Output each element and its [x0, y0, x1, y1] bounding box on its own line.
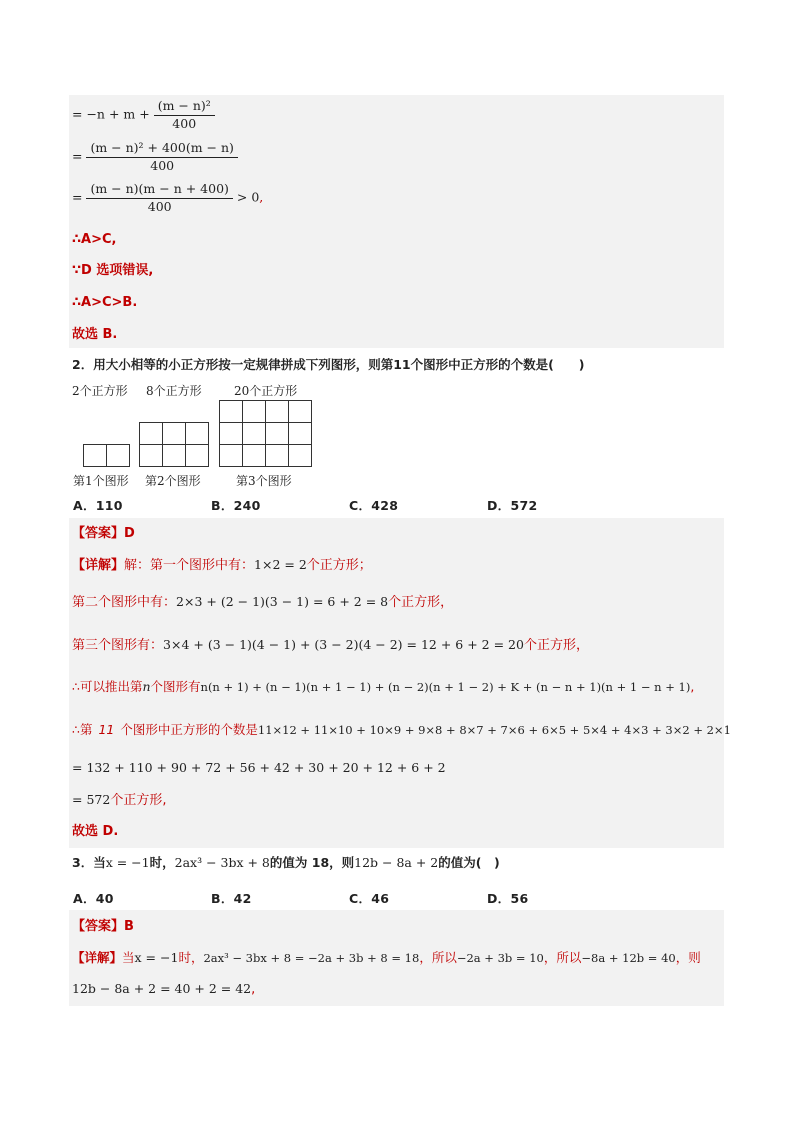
q3-option-d: D．56	[487, 891, 529, 906]
figure-1-caption: 第1个图形	[73, 474, 129, 488]
q2-final-choice: 故选 D.	[72, 824, 119, 839]
text: ，则	[675, 950, 701, 965]
math: 11×12 + 11×10 + 10×9 + 9×8 + 8×7 + 7×6 + 6×5 + 5×4 + 4×3 + 3×2 + 2×1	[257, 723, 731, 737]
q2-detail-line-7	[72, 794, 166, 807]
math: 12b − 8a + 2	[354, 855, 439, 870]
figure-3-grid	[219, 400, 312, 467]
q2-detail-line-2	[72, 596, 453, 609]
q2-detail-line-4	[72, 681, 694, 694]
q2-detail-line-1	[72, 559, 372, 572]
math: 2ax³ − 3bx + 8 = −2a + 3b + 8 = 18	[203, 951, 420, 965]
equation-prefix: =	[72, 189, 83, 205]
text: 时，	[149, 855, 175, 870]
equation-prefix: = −n + m +	[72, 106, 150, 122]
text: ∴可以推出第	[72, 679, 143, 694]
figure-1-count-label: 2个正方形	[72, 384, 128, 398]
text: 个正方形，	[388, 595, 454, 610]
text: 解：第一个图形中有：	[124, 558, 255, 573]
numerator: (m − n)(m − n + 400)	[86, 183, 232, 199]
equation-line-2	[72, 142, 238, 172]
text: 3．当	[72, 855, 106, 870]
text: 个图形中正方形的个数是	[120, 722, 258, 737]
conclusion-a-gt-c: ∴A>C,	[72, 232, 117, 247]
fraction	[154, 100, 215, 130]
math-var: n	[142, 679, 151, 694]
figure-3-count-label: 20个正方形	[234, 384, 298, 398]
math: 3×4 + (3 − 1)(4 − 1) + (3 − 2)(4 − 2) = 12 + 6 + 2 = 20	[163, 637, 524, 652]
conclusion-order: ∴A>C>B.	[72, 295, 138, 310]
q3-answer: 【答案】B	[72, 919, 134, 934]
q2-option-d: D．572	[487, 498, 538, 513]
text: ,	[251, 982, 256, 997]
figure-2-count-label: 8个正方形	[146, 384, 202, 398]
denominator: 400	[172, 115, 197, 131]
text: ，所以	[543, 950, 582, 965]
solution-block-top	[69, 95, 724, 348]
figure-3-caption: 第3个图形	[236, 474, 292, 488]
denominator: 400	[150, 157, 175, 173]
question-2-title: 2．用大小相等的小正方形按一定规律拼成下列图形，则第11个图形中正方形的个数是( )	[72, 357, 585, 372]
q2-option-a: A．110	[73, 498, 123, 513]
text: 个正方形；	[306, 558, 372, 573]
math: 12b − 8a + 2 = 40 + 2 = 42	[72, 981, 252, 996]
text: 第三个图形有：	[72, 638, 164, 653]
math: −8a + 12b = 40	[581, 951, 676, 965]
q3-option-c: C．46	[349, 891, 390, 906]
q2-option-c: C．428	[349, 498, 399, 513]
text: ，所以	[419, 950, 457, 965]
detail-label: 【详解】	[72, 558, 125, 573]
math: 2ax³ − 3bx + 8	[174, 855, 270, 870]
text: 第二个图形中有：	[72, 595, 177, 610]
q2-detail-line-6: = 132 + 110 + 90 + 72 + 56 + 42 + 30 + 20 + 12 + 6 + 2	[72, 760, 446, 775]
math: n(n + 1) + (n − 1)(n + 1 − 1) + (n − 2)(n + 1 − 2) + K + (n − n + 1)(n + 1 − n + 1)	[200, 680, 691, 694]
math: x = −1	[105, 855, 150, 870]
figure-1-grid	[83, 444, 130, 467]
detail-label: 【详解】	[72, 950, 123, 965]
math: −2a + 3b = 10	[456, 951, 544, 965]
text: 的值为 18，则	[269, 855, 355, 870]
final-choice-b: 故选 B.	[72, 327, 118, 342]
text: 时，	[178, 950, 204, 965]
denominator: 400	[147, 198, 172, 214]
punct: ,	[259, 189, 264, 205]
figure-2-caption: 第2个图形	[145, 474, 201, 488]
text: ,	[690, 679, 695, 694]
q3-option-a: A．40	[73, 891, 114, 906]
text: 当	[122, 950, 135, 965]
math: x = −1	[134, 950, 179, 965]
math: 2×3 + (2 − 1)(3 − 1) = 6 + 2 = 8	[176, 594, 389, 609]
q2-detail-line-5	[72, 724, 731, 737]
text: 个正方形,	[110, 793, 167, 808]
text: 个正方形，	[523, 638, 589, 653]
math: 1×2 = 2	[254, 557, 307, 572]
option-d-wrong: ∵D 选项错误,	[72, 263, 154, 278]
text: ∴第	[72, 722, 93, 737]
numerator: (m − n)² + 400(m − n)	[86, 142, 237, 158]
q3-option-b: B．42	[211, 891, 252, 906]
q2-detail-line-3	[72, 639, 589, 652]
question-3-title	[72, 857, 500, 870]
equation-line-1	[72, 100, 215, 130]
q3-detail-line-2	[72, 983, 255, 996]
fraction	[86, 183, 232, 213]
text: 的值为( )	[438, 855, 500, 870]
math: = 572	[72, 792, 111, 807]
numerator: (m − n)²	[154, 100, 215, 116]
equation-prefix: =	[72, 148, 83, 164]
fraction	[86, 142, 237, 172]
inequality: > 0	[236, 189, 260, 205]
figure-2-grid	[139, 422, 209, 467]
q2-answer: 【答案】D	[72, 526, 135, 541]
equation-line-3	[72, 183, 263, 213]
q2-option-b: B．240	[211, 498, 261, 513]
q3-detail-line-1	[72, 952, 701, 965]
math-var: 11	[98, 722, 115, 737]
text: 个图形有	[150, 679, 201, 694]
